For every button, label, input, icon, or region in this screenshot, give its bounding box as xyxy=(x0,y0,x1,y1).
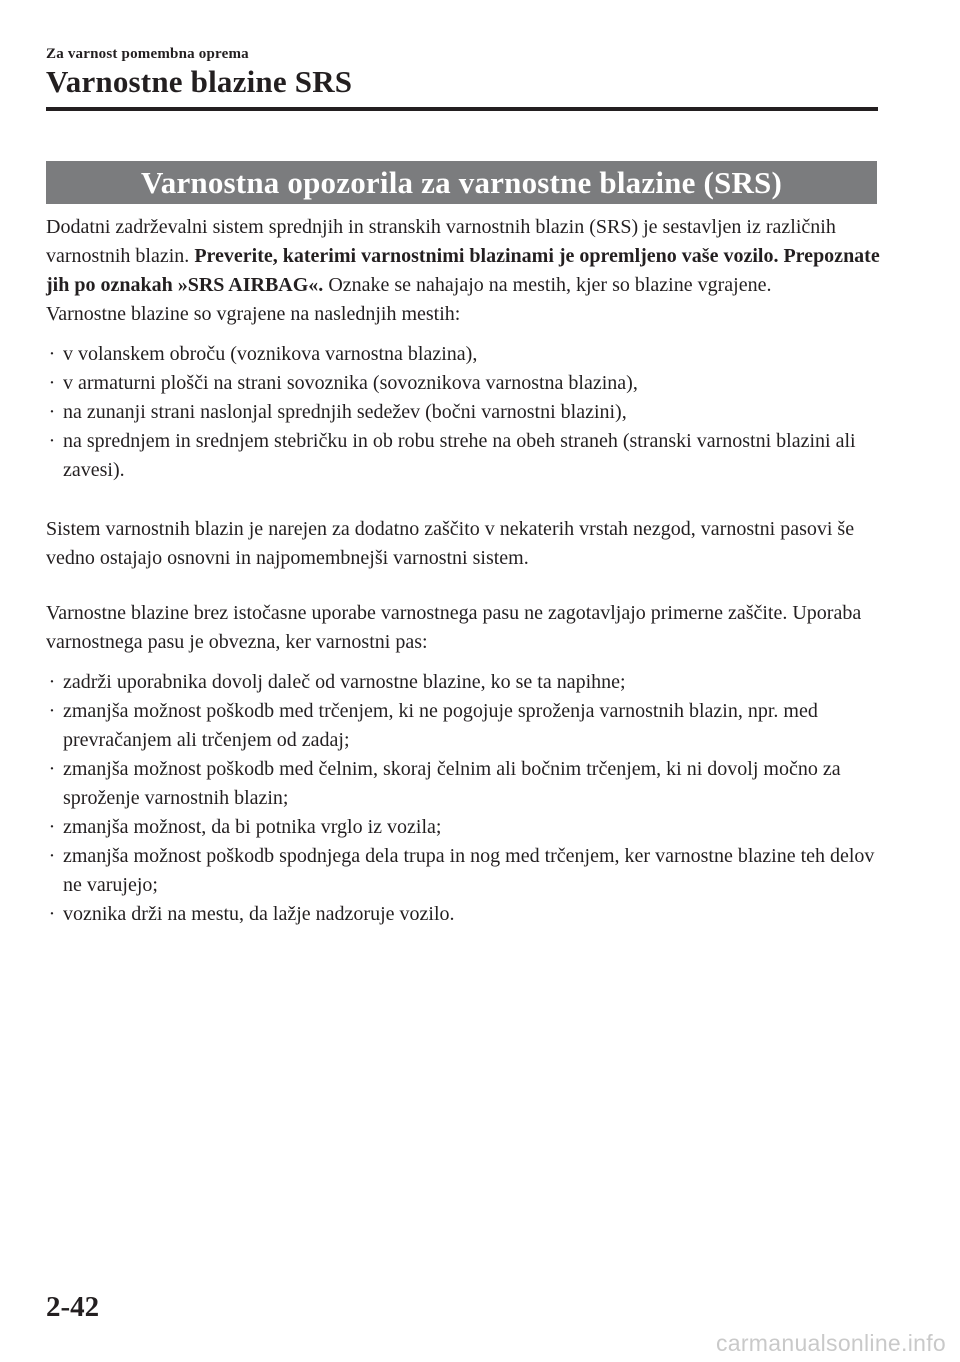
list-item: · zmanjša možnost poškodb med čelnim, skoraj čelnim ali bočnim trčenjem, ki ni dovolj močno za sproženje varnostnih blazin; xyxy=(46,755,886,813)
bullet-icon: · xyxy=(48,758,56,780)
bullet-icon: · xyxy=(48,816,56,838)
bullet-icon: · xyxy=(48,845,56,867)
intro-paragraph xyxy=(46,213,886,300)
section-kicker: Za varnost pomembna oprema xyxy=(46,46,249,62)
title-rule xyxy=(46,107,878,111)
intro-text-2: Oznake se nahajajo na mestih, kjer so blazine vgrajene. xyxy=(323,274,772,296)
section-title: Varnostne blazine SRS xyxy=(46,64,353,99)
list-item: · voznika drži na mestu, da lažje nadzoruje vozilo. xyxy=(46,900,886,929)
list-item: · na zunanji strani naslonjal sprednjih sedežev (bočni varnostni blazini), xyxy=(46,398,886,427)
list-item: · zadrži uporabnika dovolj daleč od varnostne blazine, ko se ta napihne; xyxy=(46,668,886,697)
list-item: · v volanskem obroču (voznikova varnostna blazina), xyxy=(46,340,886,369)
list-item: · zmanjša možnost poškodb med trčenjem, ki ne pogojuje sproženja varnostnih blazin, npr. med prevračanjem ali trčenjem od zadaj; xyxy=(46,697,886,755)
bullet-icon: · xyxy=(48,401,56,423)
list-item: · na sprednjem in srednjem stebričku in ob robu strehe na obeh straneh (stranski varnostni blazini ali zavesi). xyxy=(46,427,886,485)
seatbelt-reasons-list xyxy=(46,668,886,929)
bullet-icon: · xyxy=(48,430,56,452)
intro-text-1: Dodatni zadrževalni sistem sprednjih in stranskih varnostnih blazin (SRS) je sestavljen iz različnih varnostnih blazin. xyxy=(46,216,836,267)
list-item: · zmanjša možnost, da bi potnika vrglo iz vozila; xyxy=(46,813,886,842)
bullet-icon: · xyxy=(48,372,56,394)
locations-lead: Varnostne blazine so vgrajene na naslednjih mestih: xyxy=(46,303,461,325)
locations-list xyxy=(46,340,886,485)
system-paragraph: Sistem varnostnih blazin je narejen za dodatno zaščito v nekaterih vrstah nezgod, varnostni pasovi še vedno ostajajo osnovni in najpomembnejši varnostni sistem. xyxy=(46,518,855,569)
list-item: · v armaturni plošči na strani sovoznika (sovoznikova varnostna blazina), xyxy=(46,369,886,398)
bullet-icon: · xyxy=(48,903,56,925)
bullet-icon: · xyxy=(48,671,56,693)
list-item: · zmanjša možnost poškodb spodnjega dela trupa in nog med trčenjem, ker varnostne blazine teh delov ne varujejo; xyxy=(46,842,886,900)
page-number: 2-42 xyxy=(46,1291,100,1323)
document-body xyxy=(46,213,886,929)
intro-bold-text: Preverite, katerimi varnostnimi blazinami je opremljeno vaše vozilo. Prepoznate jih po oznakah »SRS AIRBAG«. xyxy=(46,245,880,296)
warning-banner: Varnostna opozorila za varnostne blazine (SRS) xyxy=(46,161,877,204)
watermark[interactable]: carmanualsonline.info xyxy=(715,1330,946,1356)
bullet-icon: · xyxy=(48,700,56,722)
bullet-icon: · xyxy=(48,343,56,365)
seatbelt-paragraph: Varnostne blazine brez istočasne uporabe varnostnega pasu ne zagotavljajo primerne zaščite. Uporaba varnostnega pasu je obvezna, ker varnostni pas: xyxy=(46,602,862,653)
